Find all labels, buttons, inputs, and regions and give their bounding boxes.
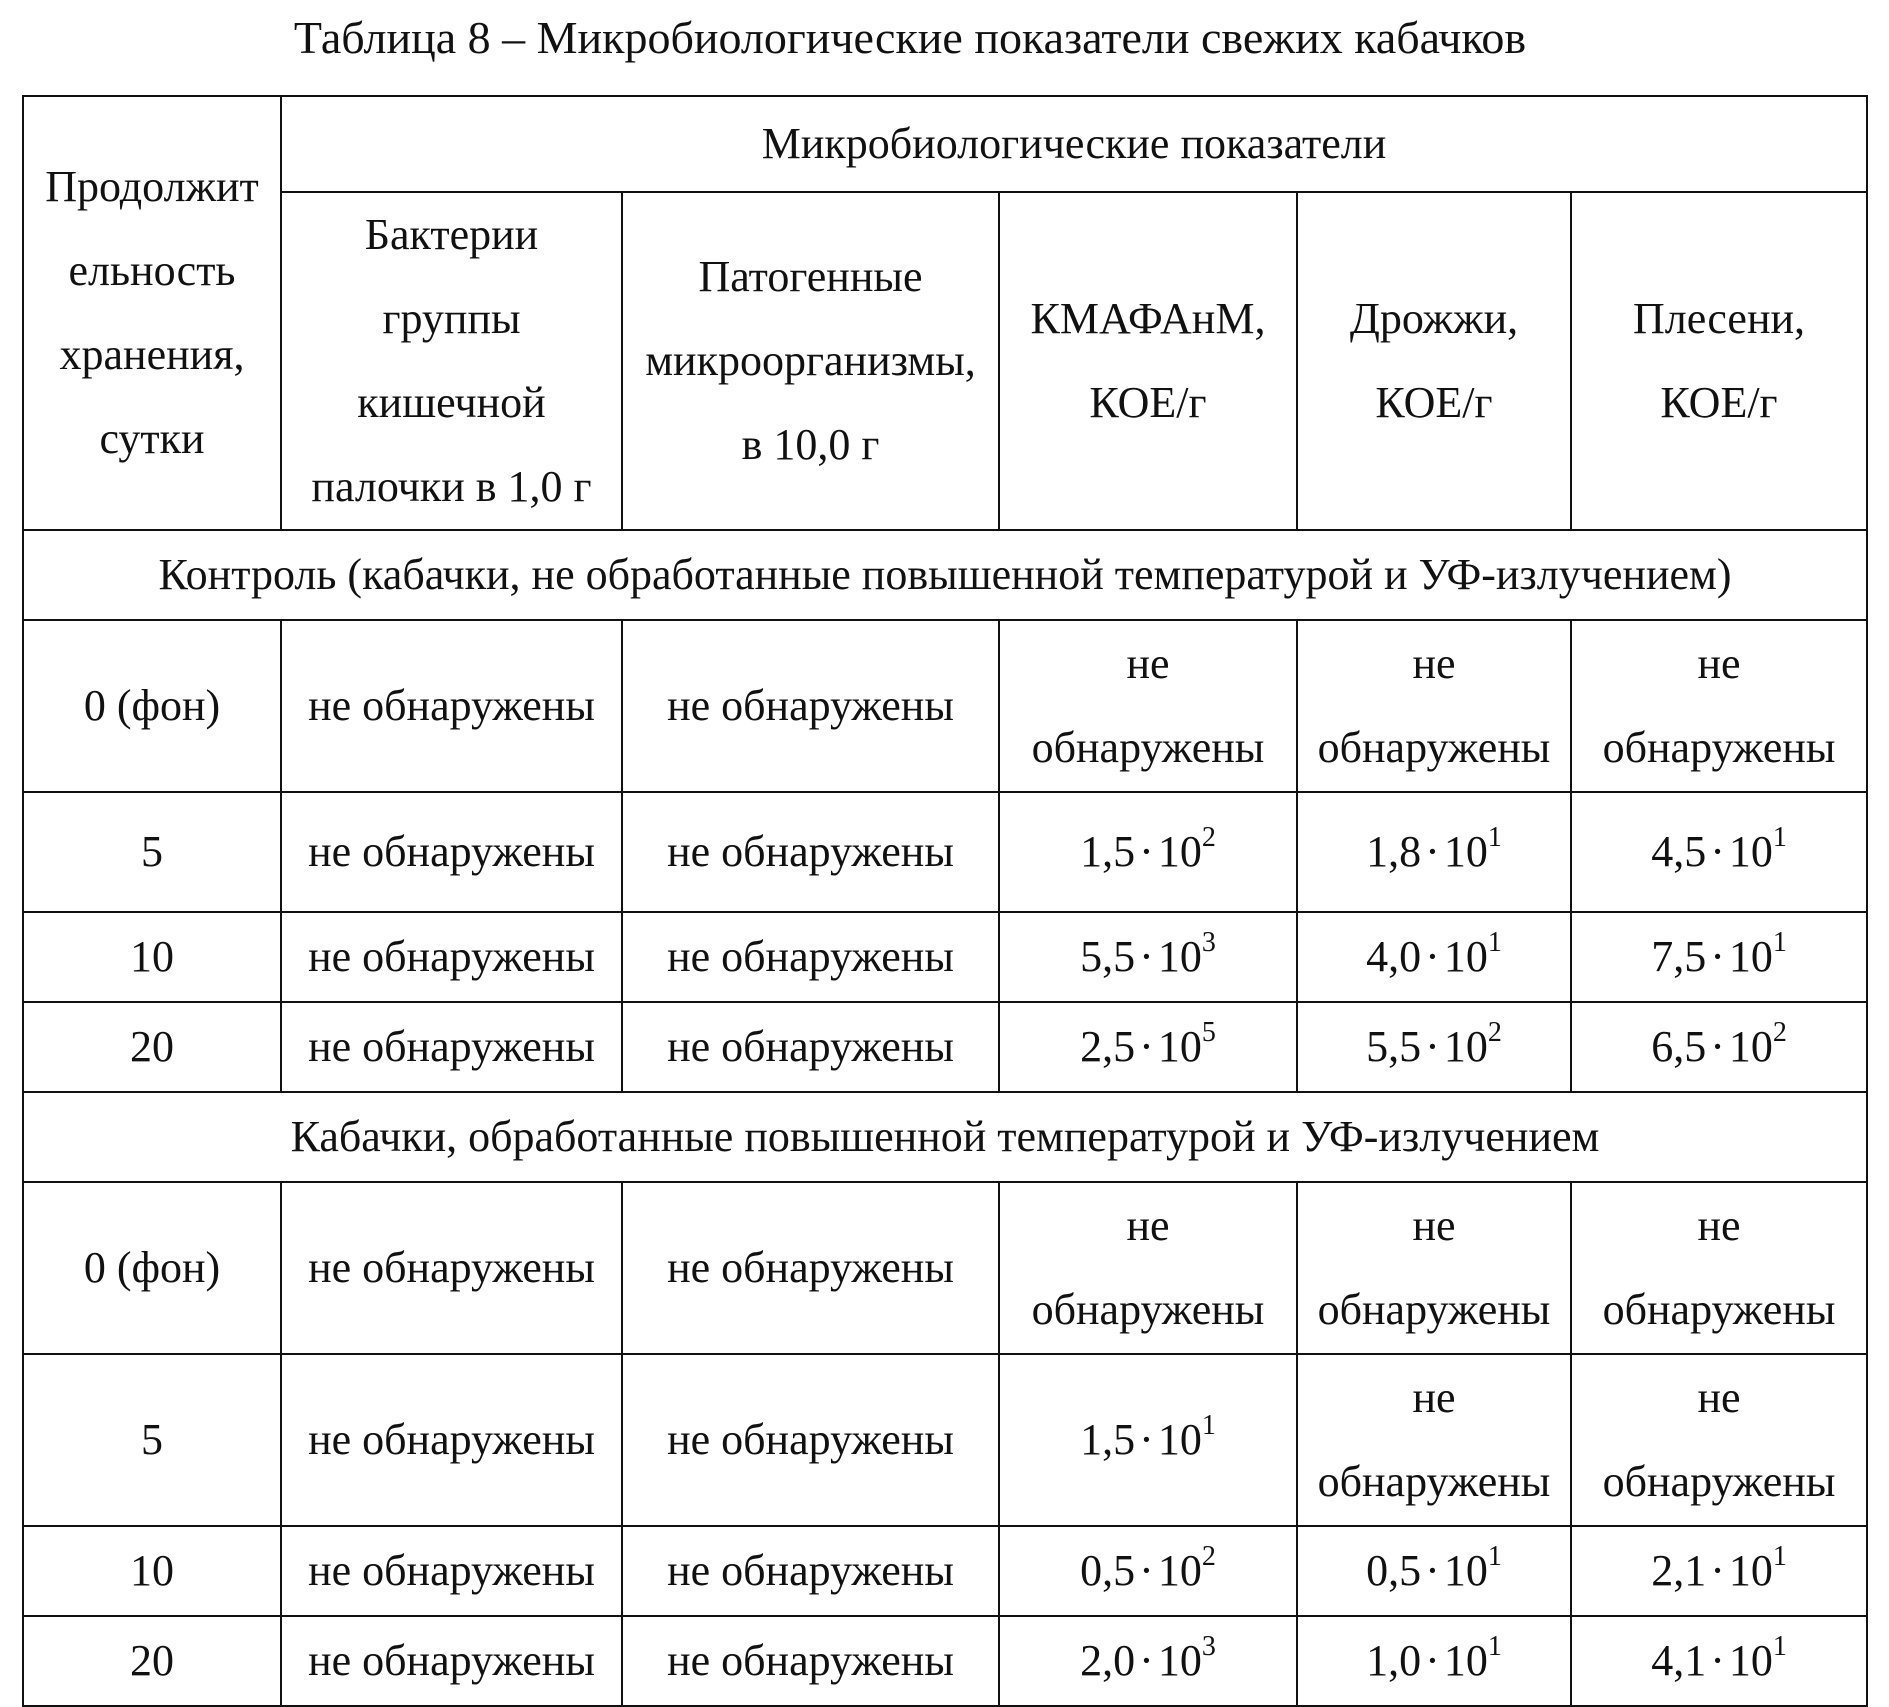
table-row xyxy=(23,620,1867,792)
table-row xyxy=(23,912,1867,1002)
header-col-line: КОЕ/г xyxy=(1089,378,1207,427)
table-row xyxy=(23,1182,1867,1354)
value-exponent: 2 xyxy=(1201,822,1216,854)
value-dot: · xyxy=(1710,1636,1725,1685)
cell-duration: 5 xyxy=(23,1354,281,1526)
cell-yeast xyxy=(1297,1002,1571,1092)
value-exponent: 3 xyxy=(1201,1631,1216,1663)
cell-ecoli: не обнаружены xyxy=(281,1182,622,1354)
cell-mold: не обнаружены xyxy=(1571,620,1867,792)
value-mantissa: 4,5 xyxy=(1651,827,1707,876)
header-col-line: кишечной xyxy=(357,378,546,427)
value-dot: · xyxy=(1425,932,1440,981)
header-row-columns xyxy=(23,192,1867,530)
value-dot: · xyxy=(1139,1022,1154,1071)
cell-kmafanm xyxy=(999,792,1297,912)
value-base: 10 xyxy=(1728,1636,1773,1685)
value-base: 10 xyxy=(1443,827,1488,876)
cell-yeast xyxy=(1297,912,1571,1002)
cell-kmafanm xyxy=(999,1616,1297,1706)
value-sci xyxy=(1651,1017,1787,1071)
cell-kmafanm xyxy=(999,1526,1297,1616)
value-base: 10 xyxy=(1157,1546,1202,1595)
header-col-pathogens xyxy=(622,192,999,530)
value-mantissa: 5,5 xyxy=(1080,932,1136,981)
header-col-line: палочки в 1,0 г xyxy=(311,462,592,511)
cell-mold xyxy=(1571,792,1867,912)
value-dot: · xyxy=(1139,1636,1154,1685)
value-dot: · xyxy=(1425,1546,1440,1595)
value-exponent: 1 xyxy=(1487,1541,1502,1573)
cell-mold xyxy=(1571,912,1867,1002)
value-mantissa: 1,5 xyxy=(1080,1415,1136,1464)
header-col-yeast xyxy=(1297,192,1571,530)
cell-duration: 0 (фон) xyxy=(23,1182,281,1354)
value-base: 10 xyxy=(1157,1022,1202,1071)
value-base: 10 xyxy=(1157,1415,1202,1464)
cell-ecoli: не обнаружены xyxy=(281,620,622,792)
cell-duration: 10 xyxy=(23,912,281,1002)
value-dot: · xyxy=(1139,932,1154,981)
cell-pathogens: не обнаружены xyxy=(622,1182,999,1354)
header-col-mold xyxy=(1571,192,1867,530)
cell-ecoli: не обнаружены xyxy=(281,912,622,1002)
value-sci xyxy=(1080,1017,1216,1071)
header-duration-line: сутки xyxy=(99,414,205,463)
value-dot: · xyxy=(1710,827,1725,876)
cell-kmafanm: не обнаружены xyxy=(999,1182,1297,1354)
cell-ecoli: не обнаружены xyxy=(281,1526,622,1616)
cell-pathogens: не обнаружены xyxy=(622,1002,999,1092)
value-mantissa: 4,0 xyxy=(1366,932,1422,981)
section-title-row xyxy=(23,1092,1867,1182)
cell-yeast: не обнаружены xyxy=(1297,1182,1571,1354)
cell-duration: 5 xyxy=(23,792,281,912)
cell-duration: 0 (фон) xyxy=(23,620,281,792)
cell-ecoli: не обнаружены xyxy=(281,1616,622,1706)
cell-pathogens: не обнаружены xyxy=(622,792,999,912)
header-group-title: Микробиологические показатели xyxy=(281,96,1867,192)
table-row xyxy=(23,792,1867,912)
cell-mold: не обнаружены xyxy=(1571,1182,1867,1354)
value-mantissa: 0,5 xyxy=(1366,1546,1422,1595)
cell-duration: 20 xyxy=(23,1002,281,1092)
header-col-line: Бактерии xyxy=(364,210,539,259)
value-exponent: 1 xyxy=(1201,1410,1216,1442)
cell-kmafanm xyxy=(999,912,1297,1002)
value-mantissa: 4,1 xyxy=(1651,1636,1707,1685)
header-col-line: микроорганизмы, xyxy=(645,336,976,385)
value-sci xyxy=(1080,1410,1216,1464)
value-base: 10 xyxy=(1157,932,1202,981)
value-exponent: 1 xyxy=(1487,822,1502,854)
header-row-group xyxy=(23,96,1867,192)
value-exponent: 2 xyxy=(1772,1017,1787,1049)
cell-ecoli: не обнаружены xyxy=(281,1354,622,1526)
value-dot: · xyxy=(1139,1546,1154,1595)
header-col-line: Плесени, xyxy=(1632,294,1806,343)
cell-yeast xyxy=(1297,792,1571,912)
value-dot: · xyxy=(1710,1022,1725,1071)
header-duration-line: Продолжит xyxy=(45,162,259,211)
value-base: 10 xyxy=(1443,932,1488,981)
value-dot: · xyxy=(1425,827,1440,876)
cell-yeast xyxy=(1297,1616,1571,1706)
table-row xyxy=(23,1354,1867,1526)
table-row xyxy=(23,1526,1867,1616)
value-sci xyxy=(1366,1017,1502,1071)
value-mantissa: 2,5 xyxy=(1080,1022,1136,1071)
header-col-line: Дрожжи, xyxy=(1349,294,1519,343)
value-sci xyxy=(1366,822,1502,876)
value-exponent: 3 xyxy=(1201,927,1216,959)
cell-pathogens: не обнаружены xyxy=(622,620,999,792)
header-duration-lines xyxy=(45,145,258,481)
header-col-line: КОЕ/г xyxy=(1660,378,1778,427)
section-title: Контроль (кабачки, не обработанные повышенной температурой и УФ-излучением) xyxy=(23,530,1867,620)
value-sci xyxy=(1366,1631,1502,1685)
cell-yeast xyxy=(1297,1526,1571,1616)
value-dot: · xyxy=(1139,1415,1154,1464)
cell-duration: 20 xyxy=(23,1616,281,1706)
value-mantissa: 1,8 xyxy=(1366,827,1422,876)
value-base: 10 xyxy=(1157,827,1202,876)
value-base: 10 xyxy=(1157,1636,1202,1685)
header-duration xyxy=(23,96,281,530)
value-sci xyxy=(1366,927,1502,981)
value-mantissa: 6,5 xyxy=(1651,1022,1707,1071)
value-exponent: 1 xyxy=(1772,927,1787,959)
value-base: 10 xyxy=(1728,932,1773,981)
value-sci xyxy=(1651,927,1787,981)
value-base: 10 xyxy=(1728,827,1773,876)
cell-pathogens: не обнаружены xyxy=(622,1354,999,1526)
header-col-line: группы xyxy=(382,294,521,343)
header-col-ecoli xyxy=(281,192,622,530)
value-mantissa: 2,0 xyxy=(1080,1636,1136,1685)
value-mantissa: 1,5 xyxy=(1080,827,1136,876)
value-sci xyxy=(1080,1631,1216,1685)
value-sci xyxy=(1080,927,1216,981)
microbiology-table xyxy=(22,95,1868,1707)
value-mantissa: 0,5 xyxy=(1080,1546,1136,1595)
value-base: 10 xyxy=(1728,1546,1773,1595)
cell-ecoli: не обнаружены xyxy=(281,1002,622,1092)
value-base: 10 xyxy=(1443,1022,1488,1071)
table-body xyxy=(23,96,1867,1706)
value-base: 10 xyxy=(1443,1636,1488,1685)
section-title-row xyxy=(23,530,1867,620)
header-col-kmafanm xyxy=(999,192,1297,530)
value-sci xyxy=(1651,1631,1787,1685)
value-base: 10 xyxy=(1443,1546,1488,1595)
cell-yeast: не обнаружены xyxy=(1297,620,1571,792)
cell-duration: 10 xyxy=(23,1526,281,1616)
section-title: Кабачки, обработанные повышенной температурой и УФ-излучением xyxy=(23,1092,1867,1182)
cell-mold xyxy=(1571,1526,1867,1616)
value-sci xyxy=(1651,822,1787,876)
value-dot: · xyxy=(1710,932,1725,981)
value-mantissa: 2,1 xyxy=(1651,1546,1707,1595)
value-exponent: 2 xyxy=(1201,1541,1216,1573)
table-row xyxy=(23,1002,1867,1092)
cell-pathogens: не обнаружены xyxy=(622,912,999,1002)
value-sci xyxy=(1366,1541,1502,1595)
header-col-line: КОЕ/г xyxy=(1375,378,1493,427)
value-exponent: 1 xyxy=(1772,1541,1787,1573)
header-col-line: Патогенные xyxy=(698,252,923,301)
table-row xyxy=(23,1616,1867,1706)
value-sci xyxy=(1080,1541,1216,1595)
value-mantissa: 5,5 xyxy=(1366,1022,1422,1071)
header-col-line: в 10,0 г xyxy=(741,420,880,469)
value-exponent: 1 xyxy=(1772,822,1787,854)
value-exponent: 2 xyxy=(1487,1017,1502,1049)
cell-kmafanm xyxy=(999,1354,1297,1526)
value-dot: · xyxy=(1425,1022,1440,1071)
value-dot: · xyxy=(1425,1636,1440,1685)
value-sci xyxy=(1651,1541,1787,1595)
value-exponent: 5 xyxy=(1201,1017,1216,1049)
cell-mold: не обнаружены xyxy=(1571,1354,1867,1526)
value-exponent: 1 xyxy=(1487,927,1502,959)
value-mantissa: 1,0 xyxy=(1366,1636,1422,1685)
value-sci xyxy=(1080,822,1216,876)
cell-pathogens: не обнаружены xyxy=(622,1526,999,1616)
header-duration-line: хранения, xyxy=(59,330,245,379)
header-col-line: КМАФАнМ, xyxy=(1030,294,1266,343)
value-exponent: 1 xyxy=(1772,1631,1787,1663)
value-mantissa: 7,5 xyxy=(1651,932,1707,981)
cell-ecoli: не обнаружены xyxy=(281,792,622,912)
value-base: 10 xyxy=(1728,1022,1773,1071)
cell-yeast: не обнаружены xyxy=(1297,1354,1571,1526)
value-dot: · xyxy=(1139,827,1154,876)
cell-kmafanm xyxy=(999,1002,1297,1092)
cell-kmafanm: не обнаружены xyxy=(999,620,1297,792)
value-exponent: 1 xyxy=(1487,1631,1502,1663)
cell-mold xyxy=(1571,1616,1867,1706)
value-dot: · xyxy=(1710,1546,1725,1595)
header-duration-line: ельность xyxy=(68,246,236,295)
table-caption: Таблица 8 – Микробиологические показатели свежих кабачков xyxy=(293,12,1527,63)
cell-mold xyxy=(1571,1002,1867,1092)
cell-pathogens: не обнаружены xyxy=(622,1616,999,1706)
